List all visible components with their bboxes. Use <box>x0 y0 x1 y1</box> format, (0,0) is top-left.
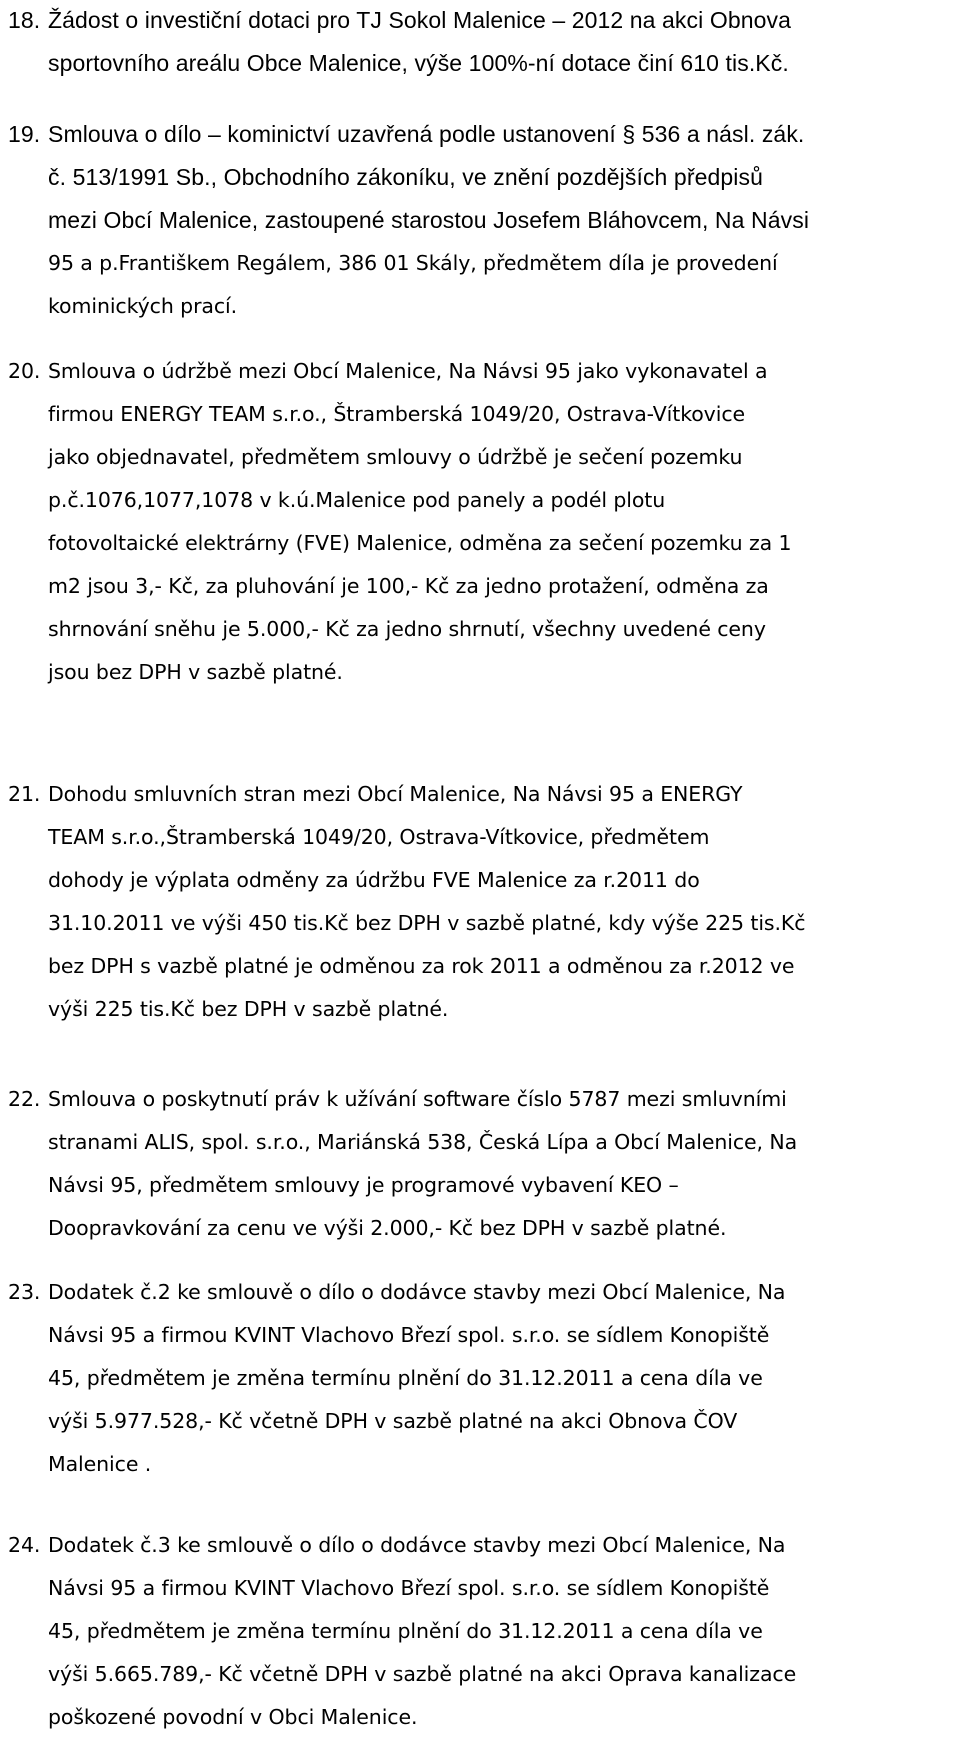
item-line: Malenice . <box>48 1452 152 1476</box>
item-line: stranami ALIS, spol. s.r.o., Mariánská 538, Česká Lípa a Obcí Malenice, Na <box>48 1130 798 1154</box>
item-text <box>48 1524 796 1739</box>
item-line: Návsi 95 a firmou KVINT Vlachovo Březí spol. s.r.o. se sídlem Konopiště <box>48 1323 770 1347</box>
item-line: bez DPH s vazbě platné je odměnou za rok 2011 a odměnou za r.2012 ve <box>48 954 795 978</box>
item-line: 45, předmětem je změna termínu plnění do 31.12.2011 a cena díla ve <box>48 1619 763 1643</box>
item-line: poškozené povodní v Obci Malenice. <box>48 1705 418 1729</box>
item-line: dohody je výplata odměny za údržbu FVE Malenice za r.2011 do <box>48 868 700 892</box>
item-text <box>48 773 805 1031</box>
item-text <box>48 1078 797 1250</box>
item-line: Dohodu smluvních stran mezi Obcí Malenice, Na Návsi 95 a ENERGY <box>48 782 743 806</box>
item-line: m2 jsou 3,- Kč, za pluhování je 100,- Kč za jedno protažení, odměna za <box>48 574 769 598</box>
item-line: 31.10.2011 ve výši 450 tis.Kč bez DPH v sazbě platné, kdy výše 225 tis.Kč <box>48 911 806 935</box>
item-line: p.č.1076,1077,1078 v k.ú.Malenice pod panely a podél plotu <box>48 488 666 512</box>
item-line: č. 513/1991 Sb., Obchodního zákoníku, ve znění pozdějších předpisů <box>48 164 763 190</box>
item-line: výši 5.977.528,- Kč včetně DPH v sazbě platné na akci Obnova ČOV <box>48 1409 738 1433</box>
item-line: jako objednavatel, předmětem smlouvy o údržbě je sečení pozemku <box>48 445 743 469</box>
item-text <box>48 113 809 328</box>
item-line: Dodatek č.2 ke smlouvě o dílo o dodávce stavby mezi Obcí Malenice, Na <box>48 1280 786 1304</box>
item-line: Dodatek č.3 ke smlouvě o dílo o dodávce stavby mezi Obcí Malenice, Na <box>48 1533 786 1557</box>
item-line: 45, předmětem je změna termínu plnění do 31.12.2011 a cena díla ve <box>48 1366 763 1390</box>
item-number: 23. <box>8 1280 41 1304</box>
item-line: Smlouva o dílo – kominictví uzavřená podle ustanovení § 536 a násl. zák. <box>48 121 805 147</box>
item-line: Smlouva o poskytnutí práv k užívání software číslo 5787 mezi smluvními <box>48 1087 787 1111</box>
item-line: shrnování sněhu je 5.000,- Kč za jedno shrnutí, všechny uvedené ceny <box>48 617 766 641</box>
item-line: Doopravkování za cenu ve výši 2.000,- Kč bez DPH v sazbě platné. <box>48 1216 727 1240</box>
item-line: jsou bez DPH v sazbě platné. <box>48 660 343 684</box>
item-line: 95 a p.Františkem Regálem, 386 01 Skály, předmětem díla je provedení <box>48 251 778 275</box>
item-line: Žádost o investiční dotaci pro TJ Sokol Malenice – 2012 na akci Obnova <box>48 7 791 33</box>
item-number: 18. <box>8 7 41 33</box>
item-text <box>48 0 791 85</box>
item-line: výši 5.665.789,- Kč včetně DPH v sazbě platné na akci Oprava kanalizace <box>48 1662 797 1686</box>
item-line: mezi Obcí Malenice, zastoupené starostou Josefem Bláhovcem, Na Návsi <box>48 207 810 233</box>
item-number: 19. <box>8 121 41 147</box>
item-number: 20. <box>8 359 41 383</box>
item-text <box>48 1271 785 1486</box>
item-line: fotovoltaické elektrárny (FVE) Malenice, odměna za sečení pozemku za 1 <box>48 531 792 555</box>
item-number: 22. <box>8 1087 41 1111</box>
item-line: sportovního areálu Obce Malenice, výše 100%-ní dotace činí 610 tis.Kč. <box>48 50 789 76</box>
item-number: 24. <box>8 1533 41 1557</box>
item-line: TEAM s.r.o.,Štramberská 1049/20, Ostrava-Vítkovice, předmětem <box>48 825 710 849</box>
item-line: kominických prací. <box>48 294 238 318</box>
item-line: Návsi 95 a firmou KVINT Vlachovo Březí spol. s.r.o. se sídlem Konopiště <box>48 1576 770 1600</box>
item-text <box>48 350 791 694</box>
item-line: výši 225 tis.Kč bez DPH v sazbě platné. <box>48 997 449 1021</box>
item-number: 21. <box>8 782 41 806</box>
item-line: Smlouva o údržbě mezi Obcí Malenice, Na Návsi 95 jako vykonavatel a <box>48 359 768 383</box>
item-line: Návsi 95, předmětem smlouvy je programové vybavení KEO – <box>48 1173 679 1197</box>
item-line: firmou ENERGY TEAM s.r.o., Štramberská 1049/20, Ostrava-Vítkovice <box>48 402 745 426</box>
